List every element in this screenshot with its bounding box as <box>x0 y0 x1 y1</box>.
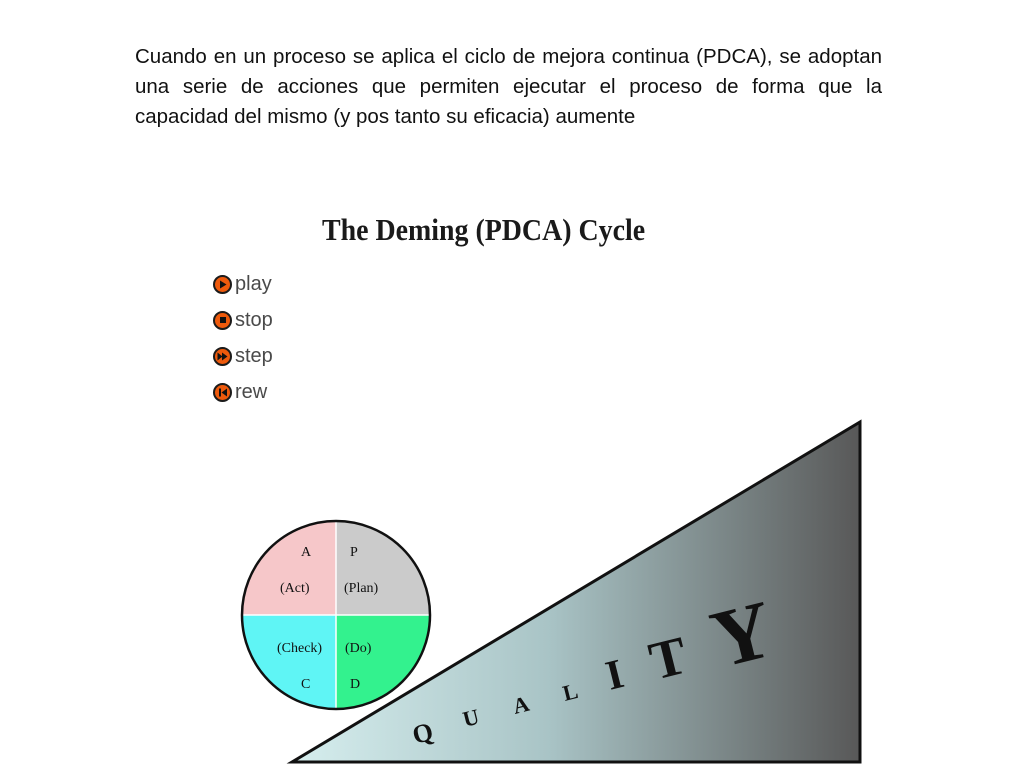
intro-paragraph: Cuando en un proceso se aplica el ciclo de mejora continua (PDCA), se adoptan una serie de acciones que permiten ejecutar el proceso de forma que la capacidad del mismo (y pos tanto su eficacia) aumente <box>135 45 882 128</box>
plan-letter: P <box>350 545 358 560</box>
ramp-letter: A <box>510 690 532 719</box>
ramp-letter: U <box>460 703 482 732</box>
plan-name: (Plan) <box>344 581 379 596</box>
ramp-letter: I <box>601 651 629 700</box>
check-letter: C <box>301 677 311 692</box>
ramp-letter: L <box>560 678 581 706</box>
act-letter: A <box>301 545 312 560</box>
do-letter: D <box>350 677 361 692</box>
ramp-letter: Y <box>702 582 782 686</box>
stop-label: stop <box>235 309 273 331</box>
do-name: (Do) <box>345 641 372 656</box>
diagram-title: The Deming (PDCA) Cycle <box>322 212 646 247</box>
pdca-circle <box>240 519 432 711</box>
play-label: play <box>235 273 272 295</box>
check-name: (Check) <box>277 641 323 656</box>
ramp-letter: T <box>643 624 693 692</box>
ramp-letter: Q <box>409 716 437 750</box>
rewind-label: rew <box>235 381 268 403</box>
act-name: (Act) <box>280 581 310 596</box>
step-label: step <box>235 345 273 367</box>
